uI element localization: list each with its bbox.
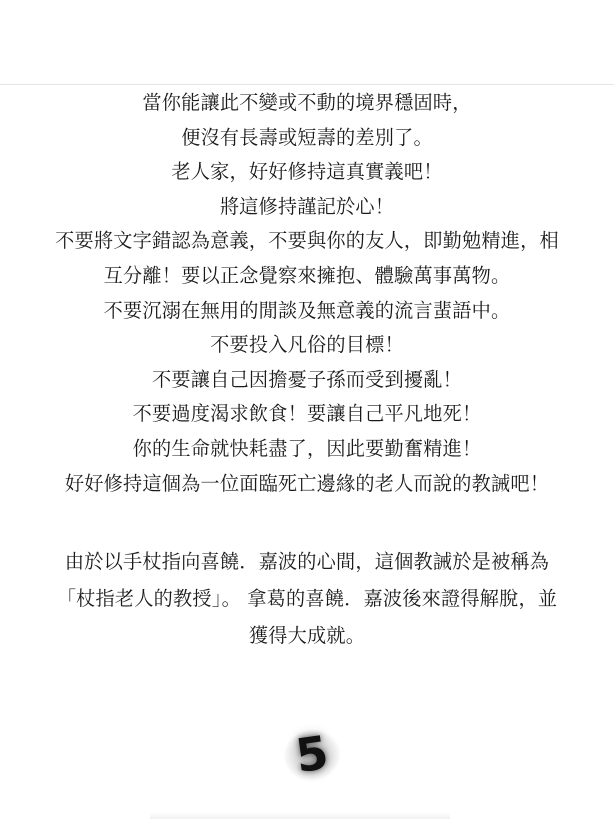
prose-paragraph xyxy=(0,543,614,654)
top-rule xyxy=(0,84,614,85)
verse-line: 老人家，好好修持這真實義吧！ xyxy=(171,160,443,184)
prose-line: 由於以手杖指向喜饒．嘉波的心間，這個教誡於是被稱為 xyxy=(64,550,550,573)
verse-line: 好好修持這個為一位面臨死亡邊緣的老人而說的教誡吧！ xyxy=(64,471,550,495)
verse-line: 不要投入凡俗的目標！ xyxy=(210,333,404,357)
verse-line: 不要過度渴求飲食！要讓自己平凡地死！ xyxy=(132,402,482,426)
verse-line: 互分離！要以正念覺察來擁抱、體驗萬事萬物。 xyxy=(103,263,511,287)
verse-line: 當你能讓此不變或不動的境界穩固時， xyxy=(142,91,472,114)
verse-line: 你的生命就快耗盡了，因此要勤奮精進！ xyxy=(132,436,482,460)
prose-line: 獲得大成就。 xyxy=(248,624,366,647)
verse-line: 不要讓自己因擔憂子孫而受到擾亂！ xyxy=(152,367,462,391)
verse-line: 便沒有長壽或短壽的差別了。 xyxy=(181,125,433,149)
scan-edge-shadow xyxy=(150,812,450,819)
page-number: 5 xyxy=(276,718,348,790)
prose-line: 「杖指老人的教授」。 拿葛的喜饒．嘉波後來證得解脫，並 xyxy=(56,587,558,610)
verse-line: 將這修持謹記於心！ xyxy=(219,194,395,218)
verse-line: 不要將文字錯認為意義，不要與你的友人，即勤勉精進，相 xyxy=(55,229,559,253)
verse-block xyxy=(0,86,614,501)
verse-line: 不要沉溺在無用的閒談及無意義的流言蜚語中。 xyxy=(103,298,511,322)
